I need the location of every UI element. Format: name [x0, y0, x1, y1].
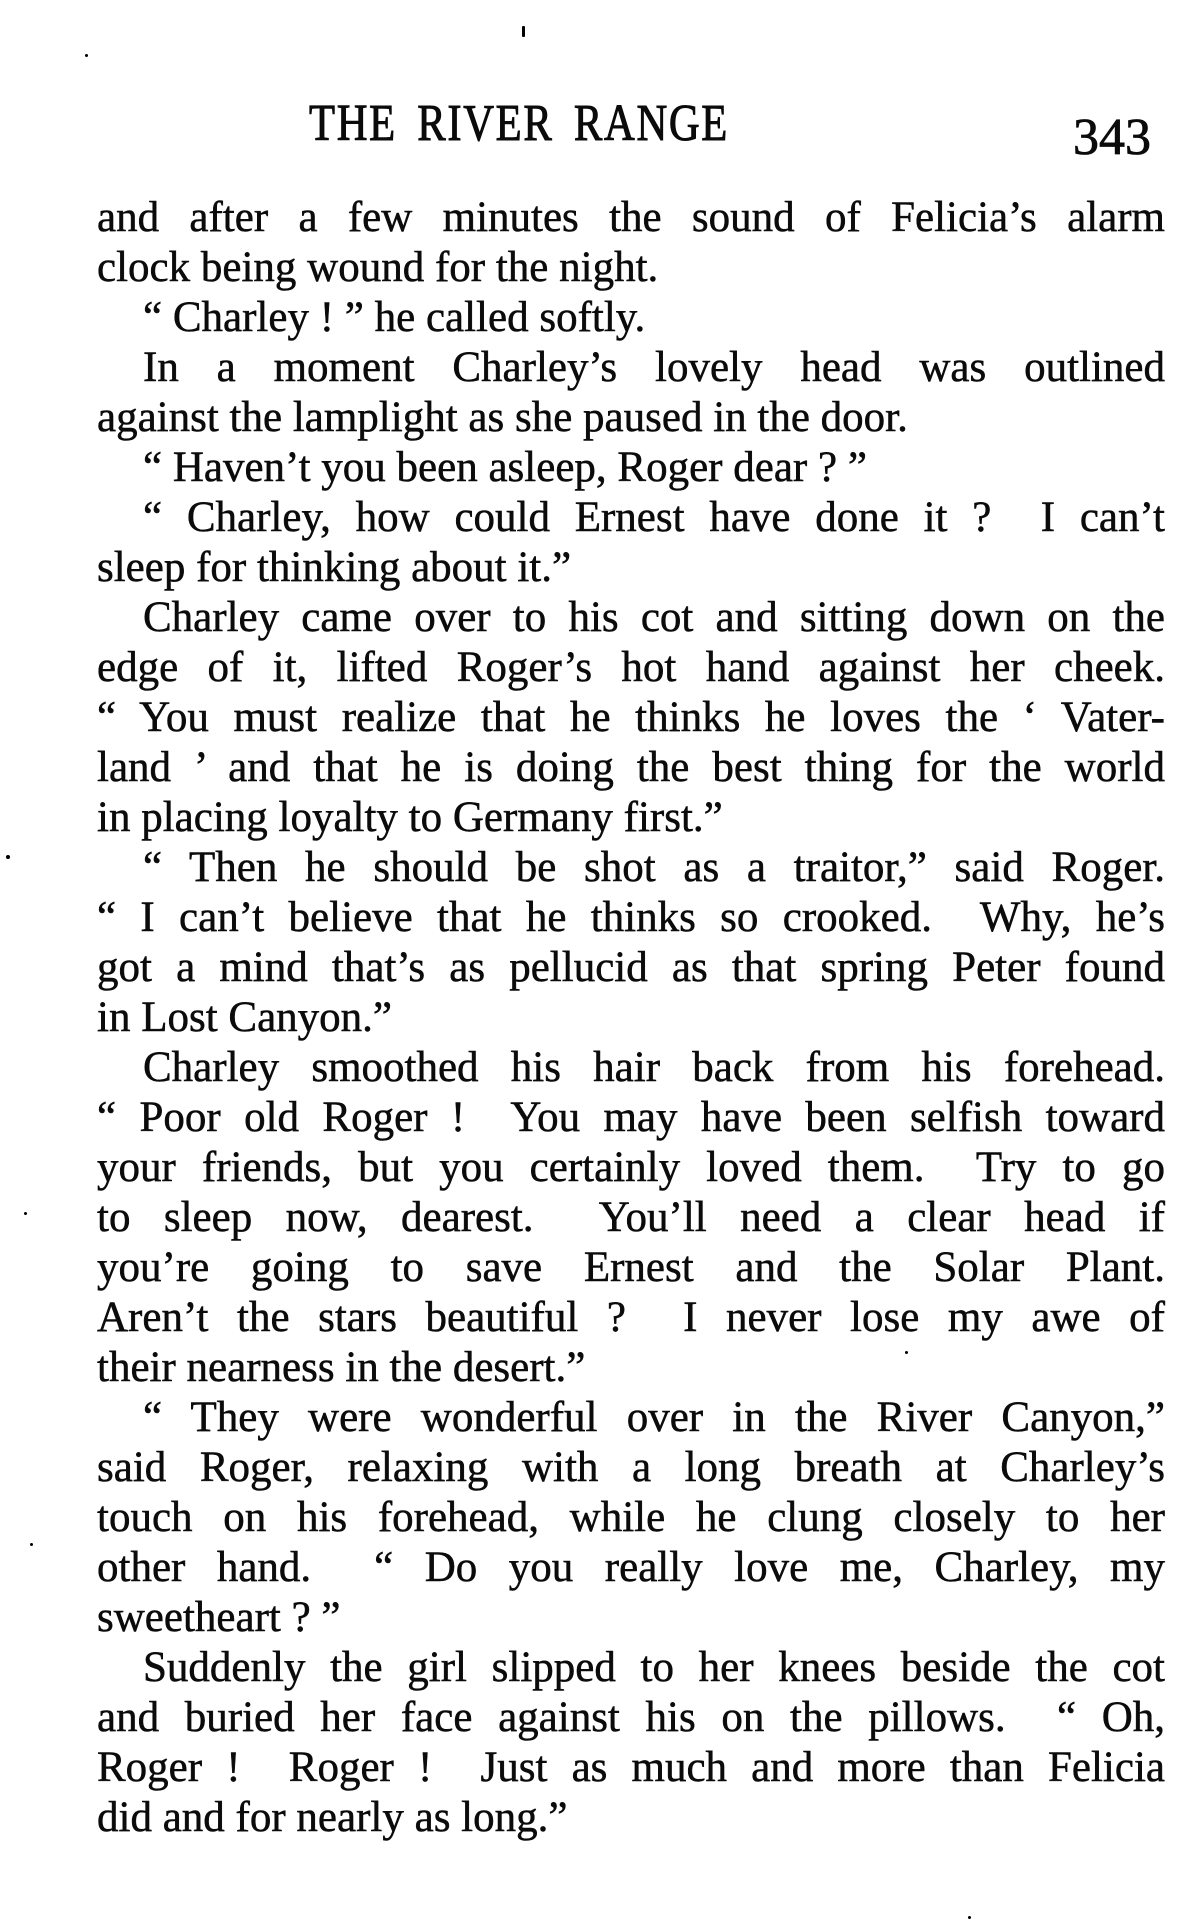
text-line: “ They were wonderful over in the River Canyon,”: [143, 1394, 1165, 1441]
scan-speck: [6, 855, 10, 859]
text-line: their nearness in the desert.”: [97, 1344, 586, 1391]
text-line: sleep for thinking about it.”: [97, 544, 572, 591]
paragraph: [97, 493, 1165, 593]
text-line: edge of it, lifted Roger’s hot hand against her cheek.: [97, 644, 1165, 691]
text-line: said Roger, relaxing with a long breath at Charley’s: [97, 1444, 1165, 1491]
paragraph: [97, 443, 1165, 493]
paragraph: [97, 1043, 1165, 1393]
text-line: to sleep now, dearest. You’ll need a clear head if: [97, 1194, 1165, 1241]
text-line: land ’ and that he is doing the best thing for the world: [97, 744, 1165, 791]
running-title: THE RIVER RANGE: [309, 95, 729, 152]
paragraph: [97, 1643, 1165, 1843]
paragraph: [97, 343, 1165, 443]
text-line: sweetheart ? ”: [97, 1594, 341, 1641]
paragraph: [97, 193, 1165, 293]
page-body: [97, 193, 1165, 1843]
text-line: Charley came over to his cot and sitting down on the: [143, 594, 1165, 641]
text-line: “ You must realize that he thinks he loves the ‘ Vater-: [97, 694, 1165, 741]
text-line: got a mind that’s as pellucid as that spring Peter found: [97, 944, 1165, 991]
text-line: in Lost Canyon.”: [97, 994, 392, 1041]
text-line: “ Poor old Roger ! You may have been selfish toward: [97, 1094, 1165, 1141]
text-line: Roger ! Roger ! Just as much and more than Felicia: [97, 1744, 1165, 1791]
text-line: touch on his forehead, while he clung closely to her: [97, 1494, 1165, 1541]
text-line: you’re going to save Ernest and the Solar Plant.: [97, 1244, 1165, 1291]
paragraph: [97, 843, 1165, 1043]
text-line: your friends, but you certainly loved them. Try to go: [97, 1144, 1165, 1191]
text-line: other hand. “ Do you really love me, Charley, my: [97, 1544, 1165, 1591]
text-line: and after a few minutes the sound of Felicia’s alarm: [97, 194, 1165, 241]
text-line: Suddenly the girl slipped to her knees beside the cot: [143, 1644, 1165, 1691]
text-line: Aren’t the stars beautiful ? I never lose my awe of: [97, 1294, 1165, 1341]
scan-speck: [968, 1916, 971, 1919]
page-number: 343: [1073, 109, 1151, 166]
text-line: “ Then he should be shot as a traitor,” said Roger.: [143, 844, 1165, 891]
text-line: Charley smoothed his hair back from his forehead.: [143, 1044, 1165, 1091]
text-line: “ Charley, how could Ernest have done it ? I can’t: [143, 494, 1165, 541]
paragraph: [97, 593, 1165, 843]
text-line: did and for nearly as long.”: [97, 1794, 568, 1841]
scan-speck: [522, 26, 525, 37]
text-line: In a moment Charley’s lovely head was outlined: [143, 344, 1165, 391]
scan-speck: [30, 1543, 33, 1546]
text-line: in placing loyalty to Germany first.”: [97, 794, 723, 841]
paragraph: [97, 1393, 1165, 1643]
paragraph: [97, 293, 1165, 343]
scan-speck: [905, 1351, 908, 1354]
scan-speck: [85, 54, 88, 57]
text-line: clock being wound for the night.: [97, 244, 659, 291]
text-line: “ Charley ! ” he called softly.: [143, 294, 646, 341]
text-line: “ I can’t believe that he thinks so crooked. Why, he’s: [97, 894, 1165, 941]
scan-speck: [24, 1212, 27, 1215]
text-line: “ Haven’t you been asleep, Roger dear ? ”: [143, 444, 867, 491]
text-line: against the lamplight as she paused in the door.: [97, 394, 908, 441]
text-line: and buried her face against his on the pillows. “ Oh,: [97, 1694, 1165, 1741]
